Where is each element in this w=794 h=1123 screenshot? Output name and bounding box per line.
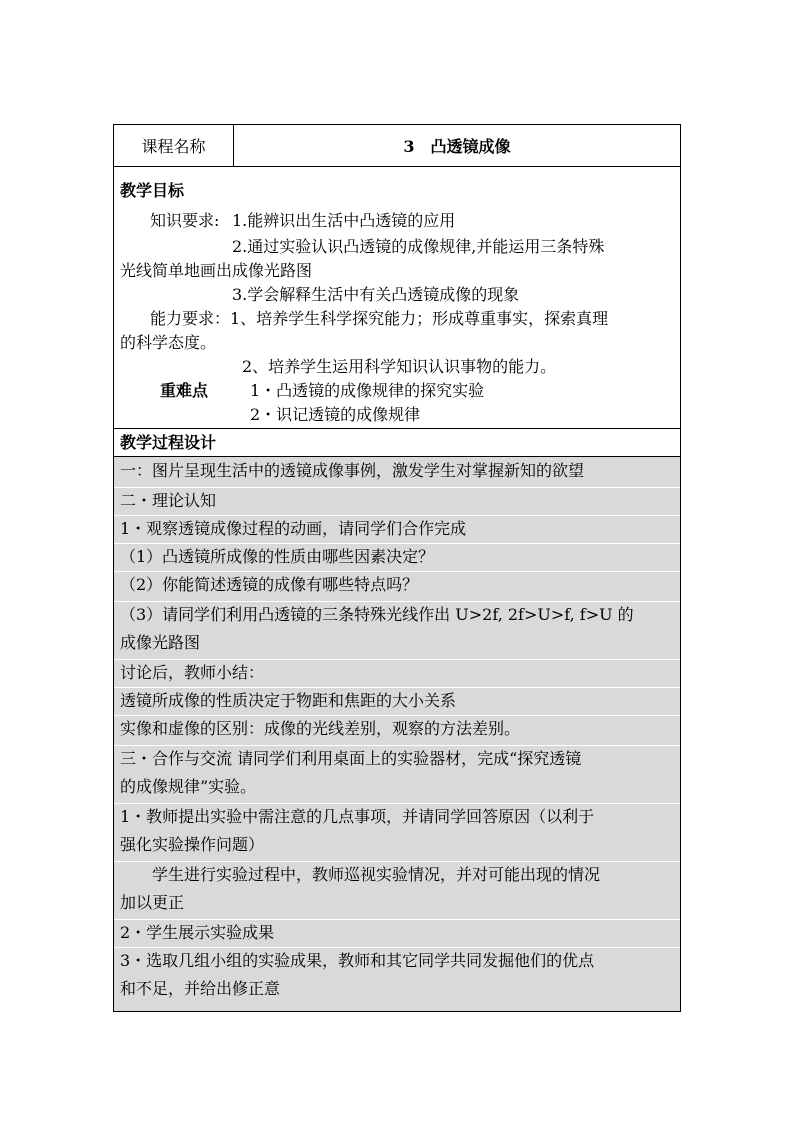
knowledge-item-2: 2.通过实验认识凸透镜的成像规律,并能运用三条特殊	[232, 237, 605, 256]
knowledge-item-1: 1.能辨识出生活中凸透镜的应用	[232, 211, 456, 230]
course-title: 3 凸透镜成像	[403, 137, 511, 156]
teaching-process-section	[114, 457, 680, 1011]
process-line: 1・教师提出实验中需注意的几点事项，并请同学回答原因（以利于	[120, 807, 595, 826]
knowledge-label: 知识要求:	[150, 211, 220, 230]
knowledge-item-3: 3.学会解释生活中有关凸透镜成像的现象	[232, 285, 520, 304]
row-separator	[114, 861, 680, 862]
key-points-label: 重难点	[160, 381, 209, 400]
row-separator	[114, 515, 680, 516]
row-separator	[114, 659, 680, 660]
process-line: 成像光路图	[120, 633, 201, 652]
key-point-2: 2・识记透镜的成像规律	[250, 405, 421, 424]
row-separator	[114, 745, 680, 746]
process-line: 3・选取几组小组的实验成果，教师和其它同学共同发掘他们的优点	[120, 951, 595, 970]
process-line: （1）凸透镜所成像的性质由哪些因素决定？	[120, 547, 435, 566]
process-line: 实像和虚像的区别：成像的光线差别，观察的方法差别。	[120, 719, 521, 738]
teaching-goals-section	[114, 167, 680, 429]
process-heading-row	[114, 429, 680, 457]
process-line: 1・观察透镜成像过程的动画，请同学们合作完成	[120, 519, 467, 538]
process-line: 一：图片呈现生活中的透镜成像事例，激发学生对掌握新知的欲望	[120, 461, 585, 480]
process-line: 加以更正	[120, 893, 185, 912]
row-separator	[114, 543, 680, 544]
row-separator	[114, 487, 680, 488]
row-separator	[114, 601, 680, 602]
key-point-1: 1・凸透镜的成像规律的探究实验	[250, 381, 485, 400]
process-heading: 教学过程设计	[120, 433, 217, 452]
process-line: （2）你能简述透镜的成像有哪些特点吗？	[120, 575, 419, 594]
goals-heading: 教学目标	[120, 181, 185, 200]
process-line: 三・合作与交流 请同学们利用桌面上的实验器材，完成“探究透镜	[120, 749, 582, 768]
ability-item-1-cont: 的科学态度。	[120, 333, 217, 352]
process-line: 2・学生展示实验成果	[120, 923, 275, 942]
lesson-plan-table	[113, 124, 681, 1012]
course-name-label: 课程名称	[114, 125, 234, 166]
process-line: 二・理论认知	[120, 491, 217, 510]
row-separator	[114, 571, 680, 572]
process-line: 的成像规律”实验。	[120, 777, 257, 796]
ability-item-2: 2、培养学生运用科学知识认识事物的能力。	[242, 357, 557, 376]
process-line: 和不足，并给出修正意	[120, 979, 281, 998]
row-separator	[114, 803, 680, 804]
process-line: 讨论后，教师小结：	[120, 663, 265, 682]
process-line: （3）请同学们利用凸透镜的三条特殊光线作出 U>2f, 2f>U>f, f>U 的	[120, 605, 634, 624]
row-separator	[114, 919, 680, 920]
row-separator	[114, 687, 680, 688]
process-line: 学生进行实验过程中，教师巡视实验情况，并对可能出现的情况	[120, 865, 601, 884]
knowledge-item-2-cont: 光线简单地画出成像光路图	[120, 261, 313, 280]
row-separator	[114, 947, 680, 948]
title-row	[114, 125, 680, 167]
process-line: 透镜所成像的性质决定于物距和焦距的大小关系	[120, 691, 457, 710]
process-line: 强化实验操作问题）	[120, 835, 265, 854]
row-separator	[114, 715, 680, 716]
ability-item-1: 能力要求：1、培养学生科学探究能力；形成尊重事实，探索真理	[150, 309, 609, 328]
